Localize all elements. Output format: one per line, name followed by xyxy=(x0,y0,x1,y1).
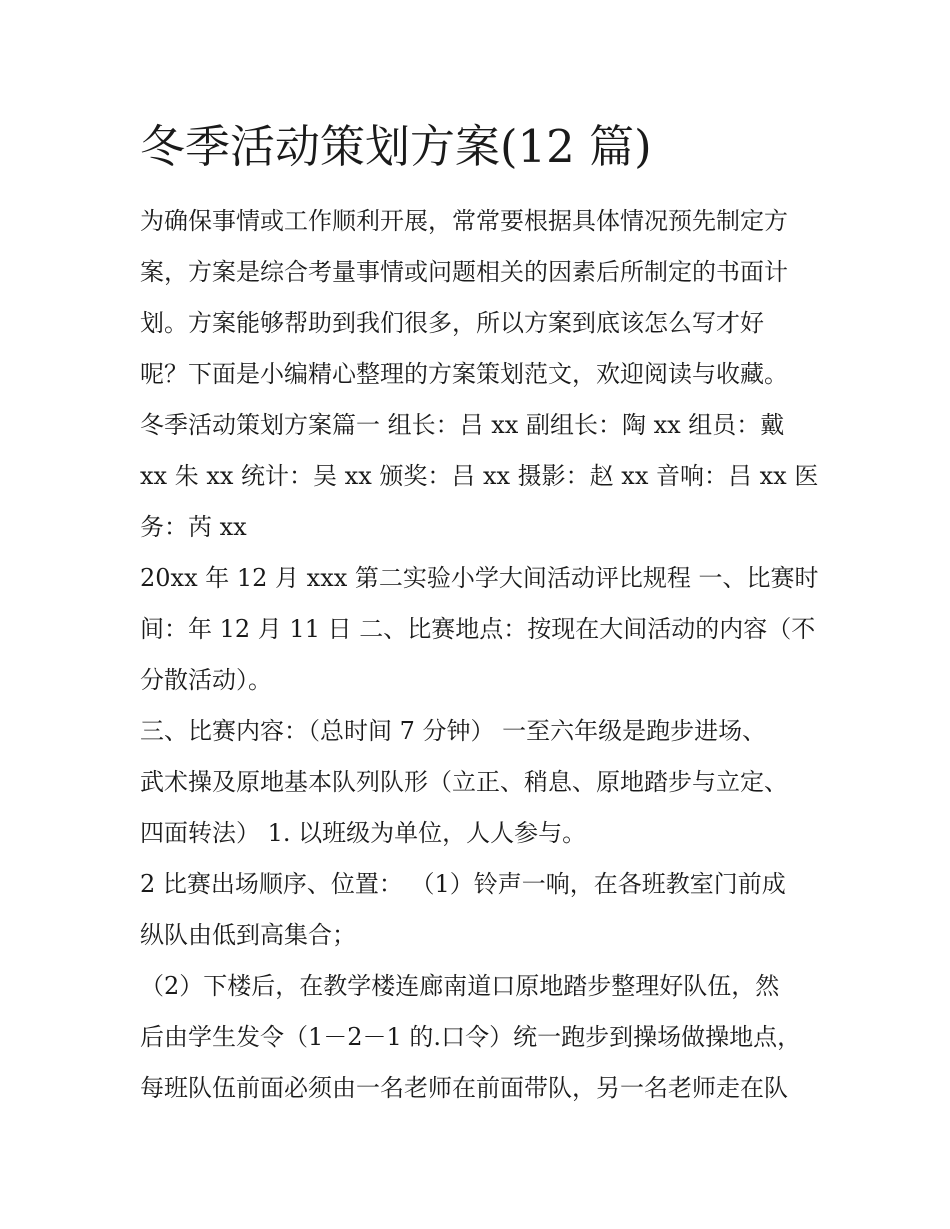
body-line: 20xx 年 12 月 xxx 第二实验小学大间活动评比规程 一、比赛时 xyxy=(140,564,819,592)
body-line: 武术操及原地基本队列队形（立正、稍息、原地踏步与立定、 xyxy=(140,768,788,796)
document-body xyxy=(140,196,820,1114)
body-line: 案，方案是综合考量事情或问题相关的因素后所制定的书面计 xyxy=(140,258,788,286)
body-line: 2 比赛出场顺序、位置： （1）铃声一响，在各班教室门前成 xyxy=(140,870,786,898)
body-line: （2）下楼后，在教学楼连廊南道口原地踏步整理好队伍，然 xyxy=(140,972,780,1000)
body-line: xx 朱 xx 统计：吴 xx 颁奖：吕 xx 摄影：赵 xx 音响：吕 xx 医 xyxy=(140,462,819,490)
body-line: 后由学生发令（1－2－1 的.口令）统一跑步到操场做操地点， xyxy=(140,1023,802,1051)
body-line: 每班队伍前面必须由一名老师在前面带队，另一名老师走在队 xyxy=(140,1074,788,1102)
body-line: 三、比赛内容：（总时间 7 分钟） 一至六年级是跑步进场、 xyxy=(140,717,767,745)
body-line: 务：芮 xx xyxy=(140,513,247,541)
body-line: 为确保事情或工作顺利开展，常常要根据具体情况预先制定方 xyxy=(140,207,788,235)
body-line: 划。方案能够帮助到我们很多，所以方案到底该怎么写才好 xyxy=(140,309,764,337)
body-line: 四面转法） 1. 以班级为单位，人人参与。 xyxy=(140,819,587,847)
body-line: 分散活动）。 xyxy=(140,666,272,694)
document-title: 冬季活动策划方案(12 篇) xyxy=(140,120,652,173)
body-line: 间：年 12 月 11 日 二、比赛地点：按现在大间活动的内容（不 xyxy=(140,615,816,643)
body-line: 呢？下面是小编精心整理的方案策划范文，欢迎阅读与收藏。 xyxy=(140,360,788,388)
body-line: 冬季活动策划方案篇一 组长：吕 xx 副组长：陶 xx 组员：戴 xyxy=(140,411,785,439)
body-line: 纵队由低到高集合； xyxy=(140,921,356,949)
